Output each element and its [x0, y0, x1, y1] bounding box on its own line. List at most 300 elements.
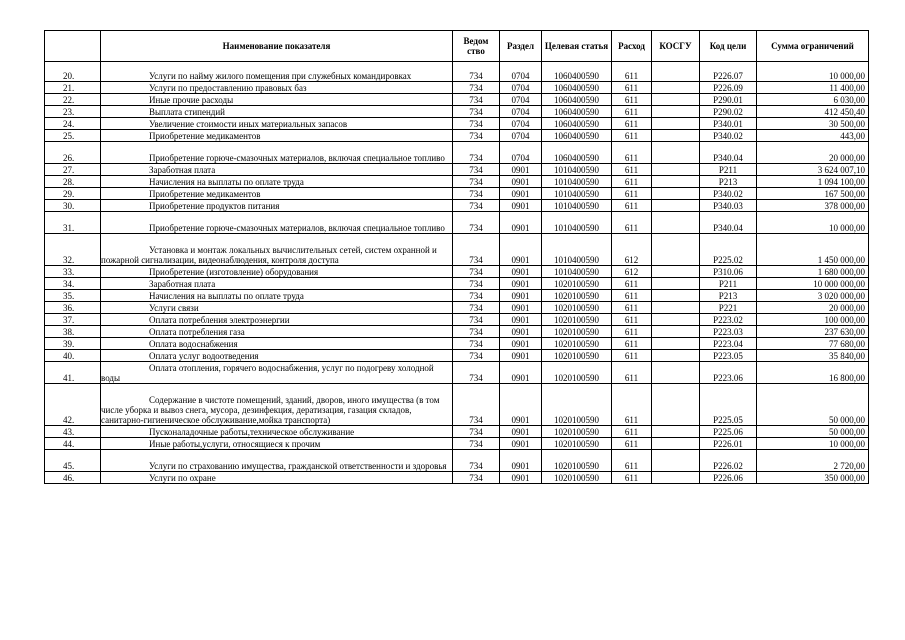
row-razdel: 0704 — [500, 130, 542, 142]
row-summa: 6 030,00 — [757, 94, 869, 106]
table-row — [45, 384, 869, 426]
row-kosgu — [652, 278, 700, 290]
row-summa: 443,00 — [757, 130, 869, 142]
row-rashod: 611 — [612, 472, 652, 484]
row-celevaya: 1010400590 — [542, 200, 612, 212]
row-name-text: Приобретение горюче-смазочных материалов, включая специальное топливо — [149, 223, 445, 233]
table-row — [45, 472, 869, 484]
row-name-text: Оплата водоснабжения — [149, 339, 238, 349]
row-number: 36. — [45, 302, 101, 314]
row-kosgu — [652, 350, 700, 362]
row-summa: 20 000,00 — [757, 142, 869, 164]
table-row — [45, 94, 869, 106]
row-name-text: Приобретение медикаментов — [149, 189, 261, 199]
row-razdel: 0901 — [500, 266, 542, 278]
row-razdel: 0901 — [500, 290, 542, 302]
row-name-text: Начисления на выплаты по оплате труда — [149, 177, 304, 187]
row-vedomstvo: 734 — [453, 118, 500, 130]
row-name — [101, 450, 453, 472]
row-number: 30. — [45, 200, 101, 212]
row-kosgu — [652, 384, 700, 426]
row-summa: 10 000,00 — [757, 62, 869, 82]
row-kod-celi: P340.04 — [700, 212, 757, 234]
row-kod-celi: P226.06 — [700, 472, 757, 484]
row-summa: 30 500,00 — [757, 118, 869, 130]
row-number: 37. — [45, 314, 101, 326]
row-rashod: 611 — [612, 164, 652, 176]
table-row — [45, 362, 869, 384]
row-name — [101, 362, 453, 384]
row-vedomstvo: 734 — [453, 326, 500, 338]
table-row — [45, 130, 869, 142]
row-celevaya: 1020100590 — [542, 472, 612, 484]
row-kosgu — [652, 362, 700, 384]
row-number: 44. — [45, 438, 101, 450]
row-rashod: 611 — [612, 302, 652, 314]
row-rashod: 611 — [612, 212, 652, 234]
row-razdel: 0704 — [500, 106, 542, 118]
row-name — [101, 118, 453, 130]
limits-table — [44, 30, 869, 484]
row-name — [101, 438, 453, 450]
row-number: 26. — [45, 142, 101, 164]
row-kod-celi: P340.03 — [700, 200, 757, 212]
row-name-text: Оплата услуг водоотведения — [149, 351, 259, 361]
row-celevaya: 1020100590 — [542, 426, 612, 438]
row-number: 25. — [45, 130, 101, 142]
row-summa: 11 400,00 — [757, 82, 869, 94]
row-celevaya: 1010400590 — [542, 212, 612, 234]
row-celevaya: 1020100590 — [542, 278, 612, 290]
row-celevaya: 1020100590 — [542, 384, 612, 426]
row-name-text: Заработная плата — [149, 279, 216, 289]
row-rashod: 611 — [612, 426, 652, 438]
row-name — [101, 290, 453, 302]
row-kod-celi: P225.05 — [700, 384, 757, 426]
row-razdel: 0901 — [500, 278, 542, 290]
row-name — [101, 142, 453, 164]
row-kod-celi: P223.06 — [700, 362, 757, 384]
row-vedomstvo: 734 — [453, 350, 500, 362]
row-razdel: 0901 — [500, 314, 542, 326]
row-summa: 50 000,00 — [757, 426, 869, 438]
row-rashod: 611 — [612, 290, 652, 302]
row-name — [101, 176, 453, 188]
row-rashod: 611 — [612, 106, 652, 118]
header-vedomstvo: Ведом ство — [453, 31, 500, 62]
row-celevaya: 1060400590 — [542, 118, 612, 130]
table-row — [45, 176, 869, 188]
row-rashod: 611 — [612, 450, 652, 472]
row-name-text: Приобретение (изготовление) оборудования — [149, 267, 319, 277]
row-vedomstvo: 734 — [453, 314, 500, 326]
row-summa: 1 094 100,00 — [757, 176, 869, 188]
row-name-text: Иные работы,услуги, относящиеся к прочим — [149, 439, 321, 449]
row-razdel: 0901 — [500, 188, 542, 200]
row-name-text: Выплата стипендий — [149, 107, 225, 117]
row-razdel: 0901 — [500, 384, 542, 426]
header-celevaya: Целевая статья — [542, 31, 612, 62]
limits-table-sheet — [44, 30, 869, 484]
row-kod-celi: P226.09 — [700, 82, 757, 94]
table-row — [45, 62, 869, 82]
table-row — [45, 314, 869, 326]
row-vedomstvo: 734 — [453, 164, 500, 176]
row-number: 40. — [45, 350, 101, 362]
row-number: 38. — [45, 326, 101, 338]
row-number: 41. — [45, 362, 101, 384]
row-number: 23. — [45, 106, 101, 118]
header-name: Наименование показателя — [101, 31, 453, 62]
row-name-text: Услуги по найму жилого помещения при служебных командировках — [149, 71, 412, 81]
row-celevaya: 1020100590 — [542, 350, 612, 362]
row-summa: 16 800,00 — [757, 362, 869, 384]
table-row — [45, 426, 869, 438]
row-vedomstvo: 734 — [453, 384, 500, 426]
table-row — [45, 326, 869, 338]
row-kod-celi: P226.07 — [700, 62, 757, 82]
table-row — [45, 142, 869, 164]
row-razdel: 0704 — [500, 118, 542, 130]
row-rashod: 611 — [612, 326, 652, 338]
row-number: 34. — [45, 278, 101, 290]
row-celevaya: 1010400590 — [542, 188, 612, 200]
row-number: 35. — [45, 290, 101, 302]
header-num — [45, 31, 101, 62]
row-name-text: Услуги связи — [149, 303, 199, 313]
row-kosgu — [652, 200, 700, 212]
table-row — [45, 188, 869, 200]
row-celevaya: 1010400590 — [542, 176, 612, 188]
row-razdel: 0901 — [500, 426, 542, 438]
row-kosgu — [652, 290, 700, 302]
row-number: 46. — [45, 472, 101, 484]
row-celevaya: 1020100590 — [542, 450, 612, 472]
table-row — [45, 438, 869, 450]
row-name-text: Установка и монтаж локальных вычислительных сетей, систем охранной и пожарной сигнализации, видеонаблюдения, контроля доступа — [101, 245, 437, 265]
row-kod-celi: P340.02 — [700, 188, 757, 200]
row-celevaya: 1020100590 — [542, 338, 612, 350]
row-celevaya: 1060400590 — [542, 94, 612, 106]
row-kod-celi: P221 — [700, 302, 757, 314]
row-name — [101, 82, 453, 94]
row-kod-celi: P290.02 — [700, 106, 757, 118]
row-name — [101, 338, 453, 350]
row-rashod: 611 — [612, 438, 652, 450]
row-celevaya: 1020100590 — [542, 314, 612, 326]
row-razdel: 0901 — [500, 472, 542, 484]
row-summa: 100 000,00 — [757, 314, 869, 326]
row-name-text: Услуги по охране — [149, 473, 216, 483]
table-row — [45, 234, 869, 266]
row-number: 45. — [45, 450, 101, 472]
row-name-text: Оплата потребления электроэнергии — [149, 315, 290, 325]
row-name — [101, 278, 453, 290]
table-row — [45, 164, 869, 176]
row-kod-celi: P225.02 — [700, 234, 757, 266]
row-rashod: 611 — [612, 118, 652, 130]
table-row — [45, 118, 869, 130]
row-kosgu — [652, 426, 700, 438]
row-kod-celi: P211 — [700, 164, 757, 176]
row-name — [101, 234, 453, 266]
row-summa: 10 000,00 — [757, 438, 869, 450]
row-summa: 2 720,00 — [757, 450, 869, 472]
row-razdel: 0901 — [500, 338, 542, 350]
row-vedomstvo: 734 — [453, 426, 500, 438]
row-razdel: 0901 — [500, 164, 542, 176]
row-vedomstvo: 734 — [453, 212, 500, 234]
row-kod-celi: P213 — [700, 290, 757, 302]
row-number: 24. — [45, 118, 101, 130]
row-summa: 167 500,00 — [757, 188, 869, 200]
row-name-text: Содержание в чистоте помещений, зданий, дворов, иного имущества (в том числе уборка и вывоз снега, мусора, дезинфекция, дератизация, газация складов, санитарно-гигиеническое обслуживание,мойка транспорта) — [101, 395, 440, 425]
row-razdel: 0901 — [500, 362, 542, 384]
row-kod-celi: P290.01 — [700, 94, 757, 106]
row-kod-celi: P211 — [700, 278, 757, 290]
table-row — [45, 338, 869, 350]
row-rashod: 612 — [612, 266, 652, 278]
table-row — [45, 290, 869, 302]
row-celevaya: 1020100590 — [542, 302, 612, 314]
row-rashod: 611 — [612, 338, 652, 350]
row-name-text: Оплата потребления газа — [149, 327, 245, 337]
row-summa: 350 000,00 — [757, 472, 869, 484]
row-summa: 35 840,00 — [757, 350, 869, 362]
row-rashod: 611 — [612, 362, 652, 384]
row-razdel: 0901 — [500, 302, 542, 314]
row-number: 28. — [45, 176, 101, 188]
row-razdel: 0704 — [500, 82, 542, 94]
row-rashod: 611 — [612, 188, 652, 200]
row-name — [101, 326, 453, 338]
table-row — [45, 212, 869, 234]
row-vedomstvo: 734 — [453, 302, 500, 314]
row-kosgu — [652, 176, 700, 188]
row-vedomstvo: 734 — [453, 142, 500, 164]
row-razdel: 0901 — [500, 350, 542, 362]
row-vedomstvo: 734 — [453, 62, 500, 82]
table-row — [45, 200, 869, 212]
row-kod-celi: P223.05 — [700, 350, 757, 362]
row-rashod: 611 — [612, 278, 652, 290]
row-vedomstvo: 734 — [453, 290, 500, 302]
row-razdel: 0901 — [500, 200, 542, 212]
row-summa: 378 000,00 — [757, 200, 869, 212]
row-celevaya: 1010400590 — [542, 164, 612, 176]
row-razdel: 0901 — [500, 234, 542, 266]
row-razdel: 0901 — [500, 176, 542, 188]
row-vedomstvo: 734 — [453, 450, 500, 472]
row-name — [101, 212, 453, 234]
row-kosgu — [652, 82, 700, 94]
row-kosgu — [652, 438, 700, 450]
row-rashod: 611 — [612, 82, 652, 94]
row-celevaya: 1010400590 — [542, 266, 612, 278]
row-name — [101, 94, 453, 106]
row-summa: 10 000,00 — [757, 212, 869, 234]
row-vedomstvo: 734 — [453, 438, 500, 450]
row-kod-celi: P223.03 — [700, 326, 757, 338]
row-kosgu — [652, 326, 700, 338]
row-summa: 1 680 000,00 — [757, 266, 869, 278]
row-kosgu — [652, 94, 700, 106]
row-name — [101, 472, 453, 484]
row-rashod: 611 — [612, 176, 652, 188]
row-rashod: 611 — [612, 130, 652, 142]
row-kosgu — [652, 118, 700, 130]
row-kod-celi: P223.04 — [700, 338, 757, 350]
row-celevaya: 1060400590 — [542, 130, 612, 142]
row-rashod: 611 — [612, 62, 652, 82]
row-name — [101, 314, 453, 326]
row-vedomstvo: 734 — [453, 266, 500, 278]
table-row — [45, 302, 869, 314]
row-vedomstvo: 734 — [453, 338, 500, 350]
row-celevaya: 1060400590 — [542, 82, 612, 94]
row-razdel: 0901 — [500, 212, 542, 234]
table-row — [45, 106, 869, 118]
row-razdel: 0704 — [500, 94, 542, 106]
row-summa: 237 630,00 — [757, 326, 869, 338]
row-vedomstvo: 734 — [453, 106, 500, 118]
row-kosgu — [652, 62, 700, 82]
row-summa: 3 624 007,10 — [757, 164, 869, 176]
row-kosgu — [652, 302, 700, 314]
row-celevaya: 1020100590 — [542, 326, 612, 338]
row-celevaya: 1010400590 — [542, 234, 612, 266]
row-summa: 50 000,00 — [757, 384, 869, 426]
row-name — [101, 266, 453, 278]
row-razdel: 0704 — [500, 142, 542, 164]
row-razdel: 0901 — [500, 438, 542, 450]
row-celevaya: 1020100590 — [542, 362, 612, 384]
row-rashod: 611 — [612, 142, 652, 164]
row-rashod: 611 — [612, 350, 652, 362]
row-celevaya: 1060400590 — [542, 106, 612, 118]
row-number: 20. — [45, 62, 101, 82]
row-number: 27. — [45, 164, 101, 176]
row-name-text: Услуги по предоставлению правовых баз — [149, 83, 307, 93]
row-kod-celi: P225.06 — [700, 426, 757, 438]
row-razdel: 0901 — [500, 326, 542, 338]
row-number: 39. — [45, 338, 101, 350]
row-kod-celi: P226.02 — [700, 450, 757, 472]
row-number: 32. — [45, 234, 101, 266]
row-number: 42. — [45, 384, 101, 426]
row-celevaya: 1020100590 — [542, 438, 612, 450]
row-name — [101, 302, 453, 314]
row-name — [101, 62, 453, 82]
row-kosgu — [652, 472, 700, 484]
row-name-text: Пусконаладочные работы,техническое обслуживание — [149, 427, 355, 437]
row-kosgu — [652, 130, 700, 142]
table-row — [45, 450, 869, 472]
row-number: 31. — [45, 212, 101, 234]
row-name-text: Увеличение стоимости иных материальных запасов — [149, 119, 348, 129]
row-number: 22. — [45, 94, 101, 106]
row-vedomstvo: 734 — [453, 188, 500, 200]
row-celevaya: 1060400590 — [542, 142, 612, 164]
row-name — [101, 200, 453, 212]
header-summa: Сумма ограничений — [757, 31, 869, 62]
row-kosgu — [652, 212, 700, 234]
row-name — [101, 426, 453, 438]
row-kod-celi: P223.02 — [700, 314, 757, 326]
row-summa: 1 450 000,00 — [757, 234, 869, 266]
row-summa: 10 000 000,00 — [757, 278, 869, 290]
row-vedomstvo: 734 — [453, 362, 500, 384]
row-summa: 20 000,00 — [757, 302, 869, 314]
row-rashod: 611 — [612, 200, 652, 212]
table-row — [45, 266, 869, 278]
row-vedomstvo: 734 — [453, 176, 500, 188]
row-name-text: Заработная плата — [149, 165, 216, 175]
row-celevaya: 1060400590 — [542, 62, 612, 82]
row-vedomstvo: 734 — [453, 278, 500, 290]
table-row — [45, 350, 869, 362]
row-kosgu — [652, 142, 700, 164]
row-kod-celi: P213 — [700, 176, 757, 188]
header-kod-celi: Код цели — [700, 31, 757, 62]
row-name-text: Услуги по страхованию имущества, гражданской ответственности и здоровья — [149, 461, 447, 471]
row-kod-celi: P226.01 — [700, 438, 757, 450]
row-kosgu — [652, 164, 700, 176]
row-rashod: 611 — [612, 384, 652, 426]
row-vedomstvo: 734 — [453, 130, 500, 142]
row-name — [101, 106, 453, 118]
row-razdel: 0704 — [500, 62, 542, 82]
row-vedomstvo: 734 — [453, 94, 500, 106]
table-row — [45, 278, 869, 290]
row-vedomstvo: 734 — [453, 82, 500, 94]
row-name — [101, 130, 453, 142]
row-name — [101, 188, 453, 200]
row-kod-celi: P340.01 — [700, 118, 757, 130]
row-celevaya: 1020100590 — [542, 290, 612, 302]
row-kosgu — [652, 266, 700, 278]
row-kosgu — [652, 314, 700, 326]
row-summa: 412 450,40 — [757, 106, 869, 118]
row-name — [101, 164, 453, 176]
row-kod-celi: P310.06 — [700, 266, 757, 278]
row-vedomstvo: 734 — [453, 200, 500, 212]
header-kosgu: КОСГУ — [652, 31, 700, 62]
row-kosgu — [652, 450, 700, 472]
row-rashod: 611 — [612, 314, 652, 326]
row-razdel: 0901 — [500, 450, 542, 472]
row-name — [101, 350, 453, 362]
row-name-text: Иные прочие расходы — [149, 95, 234, 105]
table-row — [45, 82, 869, 94]
row-name-text: Приобретение горюче-смазочных материалов, включая специальное топливо — [149, 153, 445, 163]
row-kod-celi: P340.04 — [700, 142, 757, 164]
row-kosgu — [652, 106, 700, 118]
row-number: 21. — [45, 82, 101, 94]
row-vedomstvo: 734 — [453, 234, 500, 266]
table-body — [45, 62, 869, 484]
header-rashod: Расход — [612, 31, 652, 62]
row-number: 29. — [45, 188, 101, 200]
row-name-text: Оплата отопления, горячего водоснабжения, услуг по подогреву холодной воды — [101, 363, 434, 383]
row-rashod: 611 — [612, 94, 652, 106]
row-name-text: Приобретение продуктов питания — [149, 201, 280, 211]
row-number: 43. — [45, 426, 101, 438]
row-vedomstvo: 734 — [453, 472, 500, 484]
row-name — [101, 384, 453, 426]
table-header-row — [45, 31, 869, 62]
row-rashod: 612 — [612, 234, 652, 266]
